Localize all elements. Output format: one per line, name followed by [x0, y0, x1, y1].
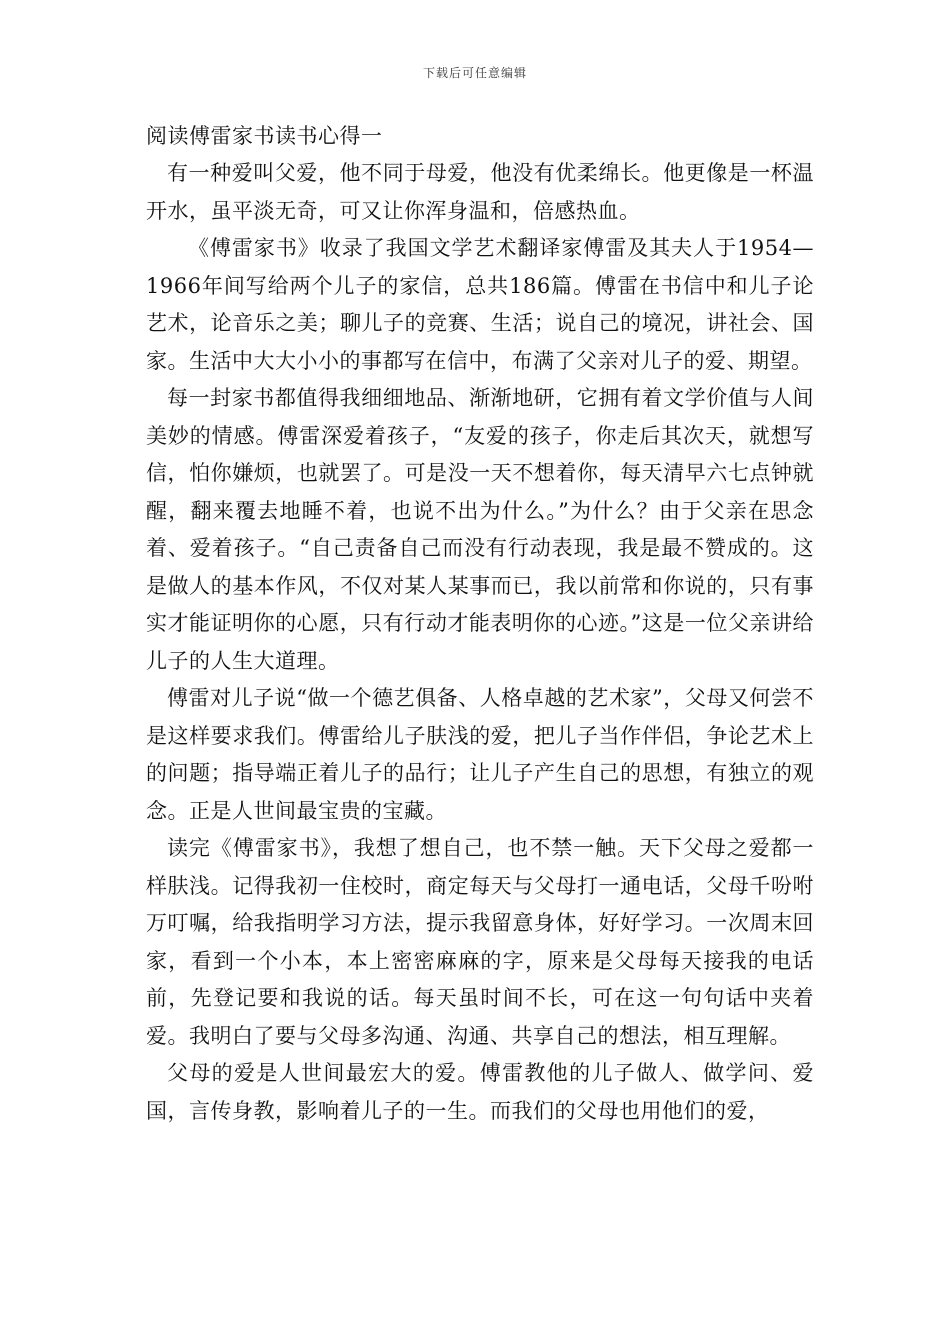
paragraph-personal-reflection: 读完《傅雷家书》，我想了想自己，也不禁一触。天下父母之爱都一样肤浅。记得我初一住校时，商定每天与父母打一通电话，父母千吩咐万叮嘱，给我指明学习方法，提示我留意身体，好好学习。一次周末回家，看到一个小本，本上密密麻麻的字，原来是父母每天接我的电话前，先登记要和我说的话。每天虽时间不长，可在这一句句话中夹着爱。我明白了要与父母多沟通、沟通、共享自己的想法，相互理解。 — [146, 836, 814, 1048]
paragraph-letters-quote: 每一封家书都值得我细细地品、渐渐地研，它拥有着文学价值与人间美妙的情感。傅雷深爱着孩子，“友爱的孩子，你走后其次天，就想写信，怕你嫌烦，也就罢了。可是没一天不想着你，每天清早六七点钟就醒，翻来覆去地睡不着，也说不出为什么。”为什么？由于父亲在思念着、爱着孩子。“自己责备自己而没有行动表现，我是最不赞成的。这是做人的基本作风，不仅对某人某事而已，我以前常和你说的，只有事实才能证明你的心愿，只有行动才能表明你的心迹。”这是一位父亲讲给儿子的人生大道理。 — [146, 386, 814, 673]
paragraph-intro: 有一种爱叫父爱，他不同于母爱，他没有优柔绵长。他更像是一杯温开水，虽平淡无奇，可又让你浑身温和，倍感热血。 — [146, 161, 814, 223]
paragraph-artist-advice: 傅雷对儿子说“做一个德艺俱备、人格卓越的艺术家”，父母又何尝不是这样要求我们。傅雷给儿子肤浅的爱，把儿子当作伴侣，争论艺术上的问题；指导端正着儿子的品行；让儿子产生自己的思想，有独立的观念。正是人世间最宝贵的宝藏。 — [146, 686, 814, 823]
paragraph-conclusion: 父母的爱是人世间最宏大的爱。傅雷教他的儿子做人、做学问、爱国，言传身教，影响着儿子的一生。而我们的父母也用他们的爱， — [146, 1061, 814, 1123]
document-body — [146, 118, 814, 1130]
paragraph-book-summary: 《傅雷家书》收录了我国文学艺术翻译家傅雷及其夫人于1954—1966年间写给两个儿子的家信，总共186篇。傅雷在书信中和儿子论艺术，论音乐之美；聊儿子的竞赛、生活；说自己的境况，讲社会、国家。生活中大大小小的事都写在信中，布满了父亲对儿子的爱、期望。 — [146, 236, 814, 373]
document-title: 阅读傅雷家书读书心得一 — [146, 124, 383, 148]
page-header: 下载后可任意编辑 — [422, 66, 527, 80]
